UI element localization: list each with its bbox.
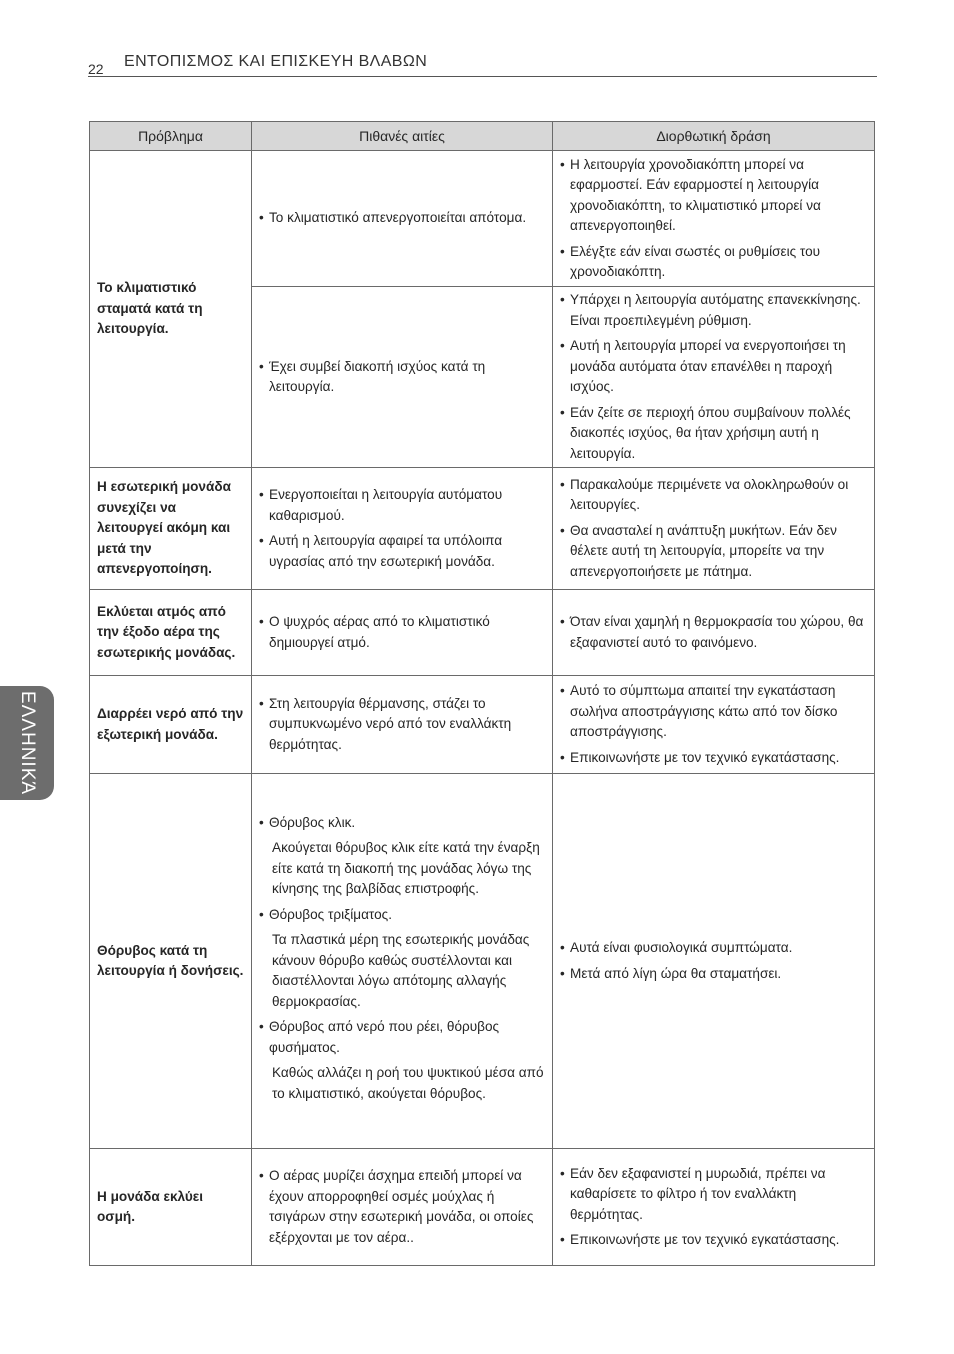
action-item: • Παρακαλούμε περιμένετε να ολοκληρωθούν οι λειτουργίες. <box>560 475 867 516</box>
page-number: 22 <box>88 61 104 77</box>
action-item: • Θα ανασταλεί η ανάπτυξη μυκήτων. Εάν δεν θέλετε αυτή τη λειτουργία, μπορείτε να την απενεργοποιήσετε με πάτημα. <box>560 521 867 583</box>
problem-cell: Η μονάδα εκλύει οσμή. <box>90 1149 252 1266</box>
action-item: • Εάν δεν εξαφανιστεί η μυρωδιά, πρέπει να καθαρίσετε το φίλτρο ή τον εναλλάκτη θερμότητας. <box>560 1164 867 1226</box>
column-header-causes: Πιθανές αιτίες <box>252 122 553 151</box>
action-cell <box>553 676 875 774</box>
cause-detail: Καθώς αλλάζει η ροή του ψυκτικού μέσα από το κλιματιστικό, ακούγεται θόρυβος. <box>272 1065 544 1101</box>
action-cell <box>553 1149 875 1266</box>
action-cell <box>553 287 875 468</box>
language-tab-label: ΕΛΛΗΝΙΚΆ <box>17 690 38 796</box>
page-header <box>88 52 877 77</box>
action-item: • Όταν είναι χαμηλή η θερμοκρασία του χώρου, θα εξαφανιστεί αυτό το φαινόμενο. <box>560 612 867 653</box>
table-row <box>90 468 875 590</box>
table-header-row <box>90 122 875 151</box>
cause-detail: Τα πλαστικά μέρη της εσωτερικής μονάδας κάνουν θόρυβο καθώς συστέλλονται και διαστέλλονται λόγω απότομης αλλαγής θερμοκρασίας. <box>272 932 530 1009</box>
cause-item: • Θόρυβος από νερό που ρέει, θόρυβος φυσήματος. <box>259 1017 545 1058</box>
cause-cell <box>252 151 553 287</box>
action-item: • Μετά από λίγη ώρα θα σταματήσει. <box>560 964 867 985</box>
action-item: • Αυτά είναι φυσιολογικά συμπτώματα. <box>560 938 867 959</box>
action-item: • Αυτή η λειτουργία μπορεί να ενεργοποιήσει τη μονάδα αυτόματα όταν επανέλθει η παροχή ισχύος. <box>560 336 867 398</box>
cause-cell <box>252 676 553 774</box>
cause-cell <box>252 468 553 590</box>
table-row <box>90 151 875 287</box>
cause-item: • Ενεργοποιείται η λειτουργία αυτόματου καθαρισμού. <box>259 485 545 526</box>
cause-detail: Ακούγεται θόρυβος κλικ είτε κατά την έναρξη είτε κατά τη διακοπή της μονάδας λόγω της κίνησης της βαλβίδας επιστροφής. <box>272 840 540 897</box>
cause-item: • Θόρυβος τριξίματος. <box>259 905 545 926</box>
section-title: ΕΝΤΟΠΙΣΜΟΣ ΚΑΙ ΕΠΙΣΚΕΥΗ ΒΛΑΒΩΝ <box>124 53 428 70</box>
cause-cell <box>252 1149 553 1266</box>
cause-item: • Ο αέρας μυρίζει άσχημα επειδή μπορεί να έχουν απορροφηθεί οσμές μούχλας ή τσιγάρων στην εσωτερική μονάδα, οι οποίες εξέρχονται με τον αέρα.. <box>259 1166 545 1248</box>
cause-item: • Αυτή η λειτουργία αφαιρεί τα υπόλοιπα υγρασίας από την εσωτερική μονάδα. <box>259 531 545 572</box>
troubleshooting-table <box>89 121 875 1266</box>
action-item: • Ελέγξτε εάν είναι σωστές οι ρυθμίσεις του χρονοδιακόπτη. <box>560 242 867 283</box>
cause-item: • Ο ψυχρός αέρας από το κλιματιστικό δημιουργεί ατμό. <box>259 612 545 653</box>
problem-cell: Εκλύεται ατμός από την έξοδο αέρα της εσωτερικής μονάδας. <box>90 590 252 676</box>
action-item: • Επικοινωνήστε με τον τεχνικό εγκατάστασης. <box>560 1230 867 1251</box>
action-cell <box>553 468 875 590</box>
cause-item: • Θόρυβος κλικ. <box>259 813 545 834</box>
cause-item: • Στη λειτουργία θέρμανσης, στάζει το συμπυκνωμένο νερό από τον εναλλάκτη θερμότητας. <box>259 694 545 756</box>
action-item: • Εάν ζείτε σε περιοχή όπου συμβαίνουν πολλές διακοπές ισχύος, θα ήταν χρήσιμη αυτή η λειτουργία. <box>560 403 867 465</box>
action-cell <box>553 590 875 676</box>
action-item: • Αυτό το σύμπτωμα απαιτεί την εγκατάσταση σωλήνα αποστράγγισης κάτω από τον δίσκο αποστράγγισης. <box>560 681 867 743</box>
cause-cell <box>252 774 553 1149</box>
problem-cell: Θόρυβος κατά τη λειτουργία ή δονήσεις. <box>90 774 252 1149</box>
table-row <box>90 590 875 676</box>
column-header-action: Διορθωτική δράση <box>553 122 875 151</box>
column-header-problem: Πρόβλημα <box>90 122 252 151</box>
language-tab <box>0 686 54 800</box>
action-cell <box>553 151 875 287</box>
problem-cell: Η εσωτερική μονάδα συνεχίζει να λειτουργεί ακόμη και μετά την απενεργοποίηση. <box>90 468 252 590</box>
cause-cell <box>252 287 553 468</box>
problem-cell: Το κλιματιστικό σταματά κατά τη λειτουργία. <box>90 151 252 468</box>
cause-item: • Έχει συμβεί διακοπή ισχύος κατά τη λειτουργία. <box>259 357 545 398</box>
table-row <box>90 676 875 774</box>
action-item: • Επικοινωνήστε με τον τεχνικό εγκατάστασης. <box>560 748 867 769</box>
action-item: • Η λειτουργία χρονοδιακόπτη μπορεί να εφαρμοστεί. Εάν εφαρμοστεί η λειτουργία χρονοδιακόπτη, το κλιματιστικό μπορεί να απενεργοποιηθεί. <box>560 155 867 237</box>
action-cell <box>553 774 875 1149</box>
cause-item: • Το κλιματιστικό απενεργοποιείται απότομα. <box>259 208 545 229</box>
cause-cell <box>252 590 553 676</box>
action-item: • Υπάρχει η λειτουργία αυτόματης επανεκκίνησης. Είναι προεπιλεγμένη ρύθμιση. <box>560 290 867 331</box>
problem-cell: Διαρρέει νερό από την εξωτερική μονάδα. <box>90 676 252 774</box>
table-row <box>90 1149 875 1266</box>
table-row <box>90 774 875 1149</box>
